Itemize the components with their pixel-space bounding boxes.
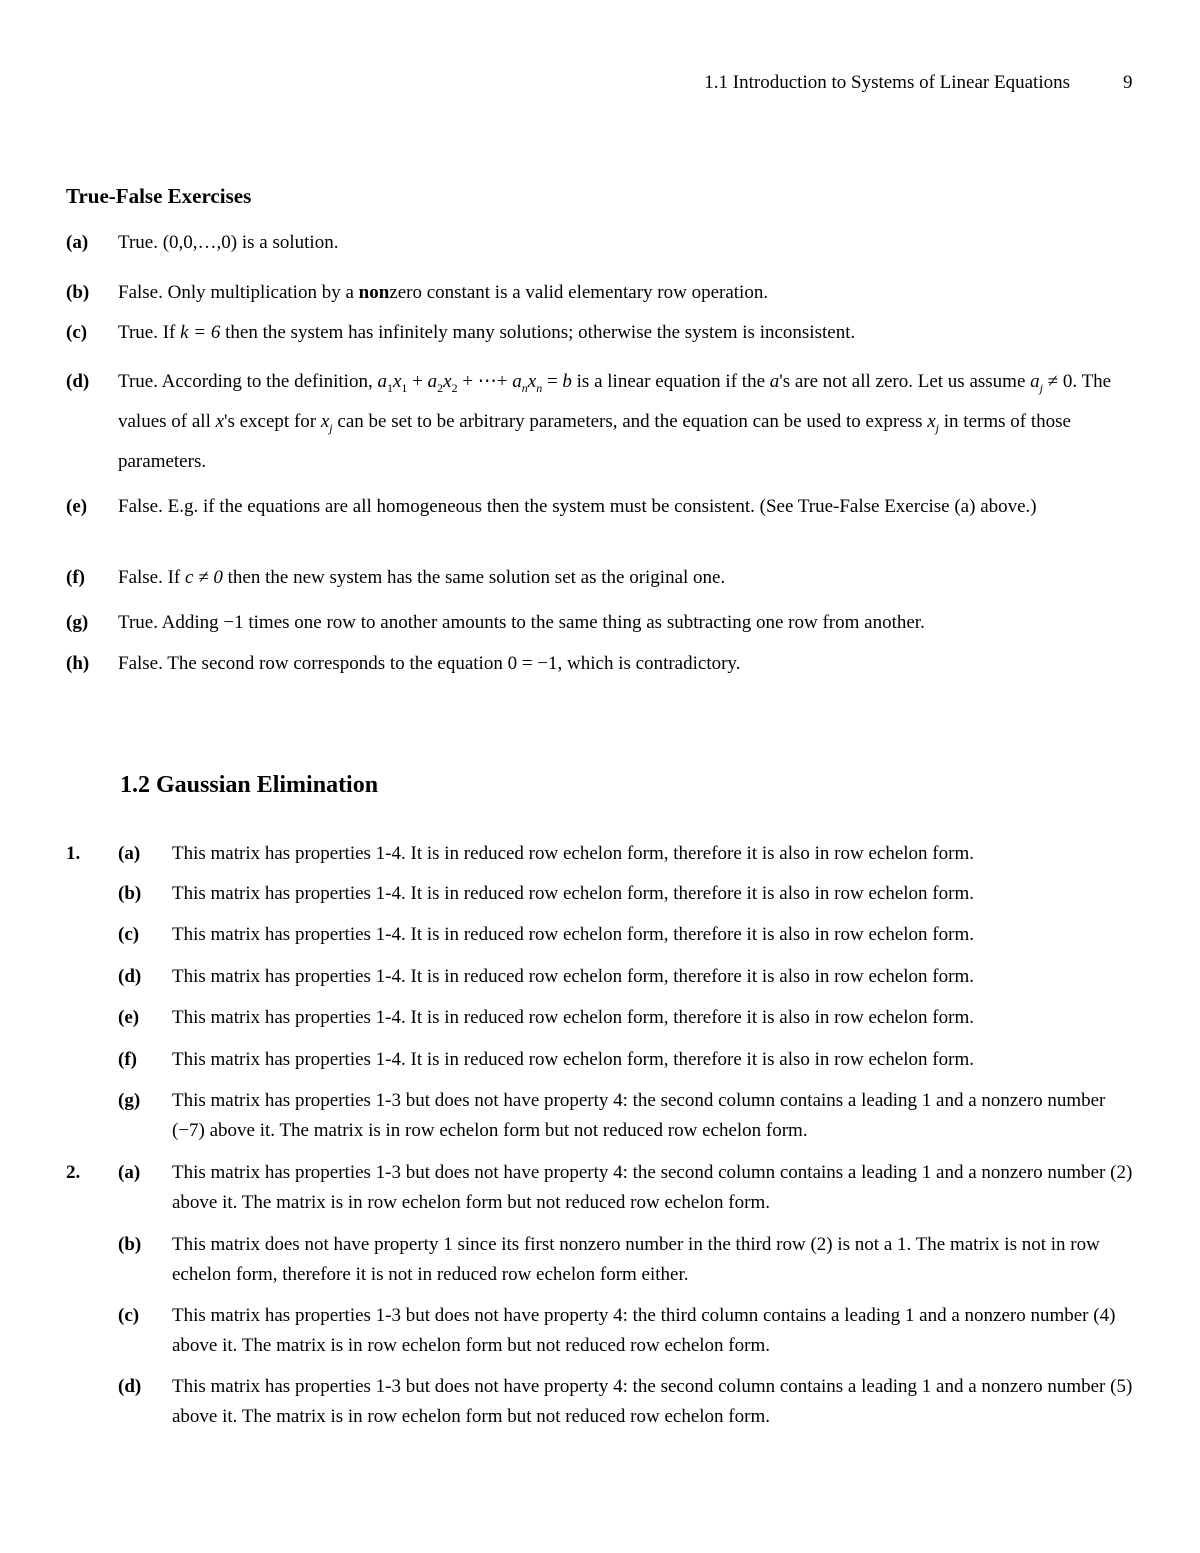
item-label: (b)	[118, 1234, 142, 1255]
running-head: 1.1 Introduction to Systems of Linear Equations	[704, 72, 1070, 93]
exercise-number: 2.	[66, 1162, 81, 1183]
math-symbol: a	[427, 371, 438, 392]
item-text: False. E.g. if the equations are all homogeneous then the system must be consistent. (See True-False Exercise (a) above.)	[118, 496, 1037, 517]
text-run: True. According to the definition,	[118, 371, 378, 392]
item-text: This matrix has properties 1-3 but does not have property 4: the second column contains a leading 1 and a nonzero number (2) above it. The matrix is in row echelon form but not reduced row echelon form.	[172, 1162, 1133, 1213]
item-text: This matrix has properties 1-3 but does not have property 4: the second column contains a leading 1 and a nonzero number (−7) above it. The matrix is in row echelon form but not reduced row echelon form.	[172, 1090, 1106, 1141]
subscript: j	[935, 420, 939, 435]
text-run: True. Adding	[118, 612, 224, 633]
item-text: This matrix has properties 1-4. It is in reduced row echelon form, therefore it is also in row echelon form.	[172, 924, 974, 945]
text-run: is a linear equation if the	[571, 371, 770, 392]
item-label: (b)	[118, 883, 142, 904]
subscript: j	[329, 420, 333, 435]
item-text	[118, 228, 1138, 258]
math-symbol: x	[392, 371, 402, 392]
text-run: zero constant is a valid elementary row operation.	[389, 282, 769, 303]
item-text: This matrix has properties 1-4. It is in reduced row echelon form, therefore it is also in row echelon form.	[172, 1049, 974, 1070]
item-text: This matrix has properties 1-4. It is in reduced row echelon form, therefore it is also in row echelon form.	[172, 966, 974, 987]
emphasis: non	[358, 282, 390, 303]
text-run: False. The second row corresponds to the equation	[118, 653, 508, 674]
math-symbol: a	[512, 371, 522, 392]
item-label: (f)	[66, 567, 85, 588]
math-symbol: a	[377, 371, 387, 392]
item-label: (e)	[66, 496, 88, 517]
subscript: 2	[437, 380, 444, 395]
math-operator: + ⋯+	[457, 371, 513, 392]
item-text	[118, 318, 1138, 348]
item-label: (d)	[118, 966, 142, 987]
item-text	[118, 563, 1138, 593]
math-operator: +	[407, 371, 428, 392]
subscript: 1	[386, 380, 393, 395]
text-run: False. Only multiplication by a	[118, 282, 359, 303]
item-label: (d)	[66, 371, 90, 392]
subscript: n	[521, 380, 528, 395]
exercise-number: 1.	[66, 843, 81, 864]
text-run: then the new system has the same solution set as the original one.	[222, 567, 726, 588]
text-run: 's are not all zero. Let us assume	[779, 371, 1031, 392]
text-run: then the system has infinitely many solutions; otherwise the system is inconsistent.	[220, 322, 856, 343]
item-text	[118, 362, 1138, 482]
item-label: (a)	[118, 843, 141, 864]
item-text: This matrix has properties 1-3 but does not have property 4: the third column contains a leading 1 and a nonzero number (4) above it. The matrix is in row echelon form but not reduced row echelon form.	[172, 1305, 1116, 1356]
item-label: (c)	[66, 322, 88, 343]
math-expression: c ≠ 0	[185, 567, 223, 588]
item-text	[118, 649, 1138, 679]
math-symbol: a	[769, 371, 780, 392]
text-run: 's except for	[224, 411, 321, 432]
text-run: , which is contradictory.	[557, 653, 741, 674]
item-text	[118, 608, 1138, 638]
math-expression: ≠ 0	[1042, 371, 1073, 392]
text-run: can be set to be arbitrary parameters, and the equation can be used to express	[332, 411, 928, 432]
section-1-2-heading: 1.2 Gaussian Elimination	[120, 772, 379, 798]
text-run: in terms of those parameters.	[118, 411, 1071, 472]
subscript: n	[536, 380, 543, 395]
item-text	[118, 278, 1138, 308]
math-expression: k = 6	[180, 322, 221, 343]
subscript: 2	[451, 380, 458, 395]
true-false-heading: True-False Exercises	[66, 184, 252, 208]
text-run: . The values of all	[118, 371, 1112, 432]
item-label: (c)	[118, 924, 140, 945]
item-label: (e)	[118, 1007, 140, 1028]
text-run: True.	[118, 232, 158, 253]
math-expression: 0 = −1	[507, 653, 558, 674]
item-label: (a)	[66, 232, 89, 253]
math-symbol: x	[320, 411, 330, 432]
subscript: j	[1039, 380, 1043, 395]
text-run: False. If	[118, 567, 186, 588]
item-text: This matrix has properties 1-4. It is in reduced row echelon form, therefore it is also in row echelon form.	[172, 843, 974, 864]
item-label: (g)	[118, 1090, 141, 1111]
item-label: (g)	[66, 612, 89, 633]
item-text: This matrix has properties 1-4. It is in reduced row echelon form, therefore it is also in row echelon form.	[172, 1007, 974, 1028]
math-expression: (0,0,…,0)	[162, 232, 238, 253]
math-symbol: b	[562, 371, 572, 392]
math-expression: −1	[223, 612, 244, 633]
item-label: (d)	[118, 1376, 142, 1397]
math-symbol: x	[927, 411, 936, 432]
page-number: 9	[1123, 72, 1133, 93]
item-text: This matrix has properties 1-4. It is in reduced row echelon form, therefore it is also in row echelon form.	[172, 883, 974, 904]
math-symbol: x	[527, 371, 537, 392]
text-run: is a solution.	[237, 232, 339, 253]
item-label: (f)	[118, 1049, 137, 1070]
item-text: This matrix has properties 1-3 but does not have property 4: the second column contains a leading 1 and a nonzero number (5) above it. The matrix is in row echelon form but not reduced row echelon form.	[172, 1376, 1133, 1427]
text-run: times one row to another amounts to the same thing as subtracting one row from another.	[243, 612, 925, 633]
text-run: True. If	[118, 322, 181, 343]
item-label: (a)	[118, 1162, 141, 1183]
subscript: 1	[401, 380, 408, 395]
item-label: (h)	[66, 653, 90, 674]
linear-equation	[377, 371, 572, 395]
item-label: (b)	[66, 282, 90, 303]
math-symbol: x	[443, 371, 452, 392]
math-symbol: x	[215, 411, 225, 432]
item-text: This matrix does not have property 1 since its first nonzero number in the third row (2) is not a 1. The matrix is not in row echelon form, therefore it is not in reduced row echelon form either.	[172, 1234, 1100, 1285]
math-symbol: a	[1030, 371, 1040, 392]
item-label: (c)	[118, 1305, 140, 1326]
math-operator: =	[542, 371, 563, 392]
